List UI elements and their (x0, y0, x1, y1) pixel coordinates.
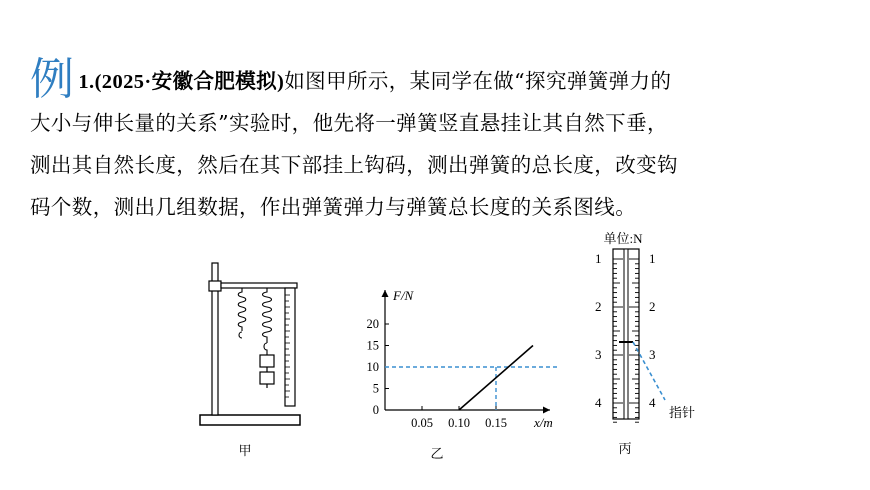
problem-text (30, 54, 850, 228)
y-tick-label: 5 (372, 381, 379, 396)
problem-line-1 (30, 54, 850, 105)
problem-source: 1.(2025·安徽合肥模拟) (78, 71, 285, 93)
scale-left-label-1: 1 (595, 251, 602, 266)
x-tick-label: 0.10 (448, 416, 470, 430)
hook-weights (260, 355, 274, 388)
scale-right-label-2: 2 (649, 299, 656, 314)
y-tick-label: 15 (366, 338, 379, 353)
scale-right-label-3: 3 (649, 347, 656, 362)
problem-text-1: 如图甲所示，某同学在做“探究弹簧弹力的 (284, 69, 672, 93)
scale-right-label-4: 4 (649, 395, 656, 410)
scale-left-label-3: 3 (595, 347, 602, 362)
apparatus-arm (221, 283, 297, 288)
problem-line-2: 大小与伸长量的关系”实验时，他先将一弹簧竖直悬挂让其自然下垂， (30, 111, 668, 135)
figure-jia-caption: 甲 (238, 443, 252, 458)
y-axis-label: F/N (393, 288, 414, 303)
spring-long (263, 288, 272, 355)
scale-right-label-1: 1 (649, 251, 656, 266)
problem-line-4: 码个数，测出几组数据，作出弹簧弹力与弹簧总长度的关系图线。 (30, 195, 637, 219)
figure-bing-scale (585, 225, 725, 465)
problem-line-3: 测出其自然长度，然后在其下部挂上钩码，测出弹簧的总长度，改变钩 (30, 153, 678, 177)
y-tick-label: 20 (366, 317, 379, 331)
x-tick-label: 0.15 (485, 416, 507, 430)
series-line (459, 346, 533, 411)
figure-yi-caption: 乙 (430, 446, 444, 461)
figure-bing-caption: 丙 (618, 441, 632, 456)
ruler (285, 288, 295, 406)
x-axis-label: x/m (534, 415, 553, 430)
figure-yi-chart (335, 280, 565, 465)
y-tick-label: 0 (372, 403, 379, 417)
spring-short (238, 288, 246, 338)
pointer-label: 指针 (669, 405, 696, 420)
scale-unit-label: 单位:N (603, 231, 643, 246)
apparatus-clamp (209, 281, 221, 291)
scale-left-label-4: 4 (595, 395, 602, 410)
y-tick-label: 10 (366, 360, 379, 374)
figure-jia-apparatus (190, 255, 315, 465)
scale-left-label-2: 2 (595, 299, 602, 314)
apparatus-base (200, 415, 300, 425)
x-tick-label: 0.05 (411, 416, 433, 430)
example-badge: 例 (30, 54, 75, 105)
scale-slot (624, 249, 628, 419)
